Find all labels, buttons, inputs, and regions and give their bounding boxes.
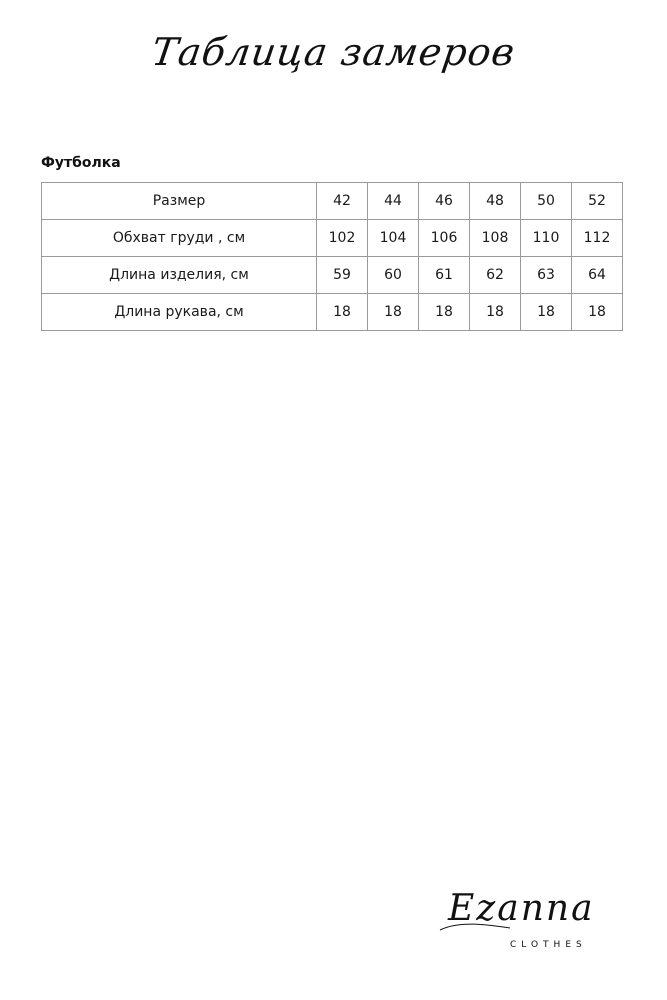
table-cell: 52 bbox=[572, 183, 623, 220]
table-cell: 104 bbox=[368, 220, 419, 257]
row-label: Длина рукава, см bbox=[42, 294, 317, 331]
brand-name: Ezanna bbox=[448, 888, 595, 929]
table-row bbox=[42, 257, 623, 294]
table-cell: 18 bbox=[419, 294, 470, 331]
table-cell: 102 bbox=[317, 220, 368, 257]
table-cell: 62 bbox=[470, 257, 521, 294]
table-cell: 108 bbox=[470, 220, 521, 257]
table-row bbox=[42, 220, 623, 257]
table-cell: 18 bbox=[572, 294, 623, 331]
table-cell: 18 bbox=[368, 294, 419, 331]
table-cell: 59 bbox=[317, 257, 368, 294]
table-cell: 44 bbox=[368, 183, 419, 220]
row-label: Обхват груди , см bbox=[42, 220, 317, 257]
table-cell: 46 bbox=[419, 183, 470, 220]
brand-tagline: CLOTHES bbox=[510, 940, 587, 950]
row-label: Размер bbox=[42, 183, 317, 220]
table-cell: 64 bbox=[572, 257, 623, 294]
size-table bbox=[41, 182, 623, 331]
table-cell: 112 bbox=[572, 220, 623, 257]
table-cell: 60 bbox=[368, 257, 419, 294]
table-cell: 106 bbox=[419, 220, 470, 257]
table-row bbox=[42, 183, 623, 220]
table-cell: 110 bbox=[521, 220, 572, 257]
page-title: Таблица замеров bbox=[149, 30, 518, 74]
table-cell: 48 bbox=[470, 183, 521, 220]
table-cell: 61 bbox=[419, 257, 470, 294]
table-cell: 18 bbox=[317, 294, 368, 331]
table-cell: 42 bbox=[317, 183, 368, 220]
table-cell: 63 bbox=[521, 257, 572, 294]
table-row bbox=[42, 294, 623, 331]
table-cell: 50 bbox=[521, 183, 572, 220]
section-title: Футболка bbox=[41, 155, 121, 171]
table-cell: 18 bbox=[521, 294, 572, 331]
table-cell: 18 bbox=[470, 294, 521, 331]
row-label: Длина изделия, см bbox=[42, 257, 317, 294]
